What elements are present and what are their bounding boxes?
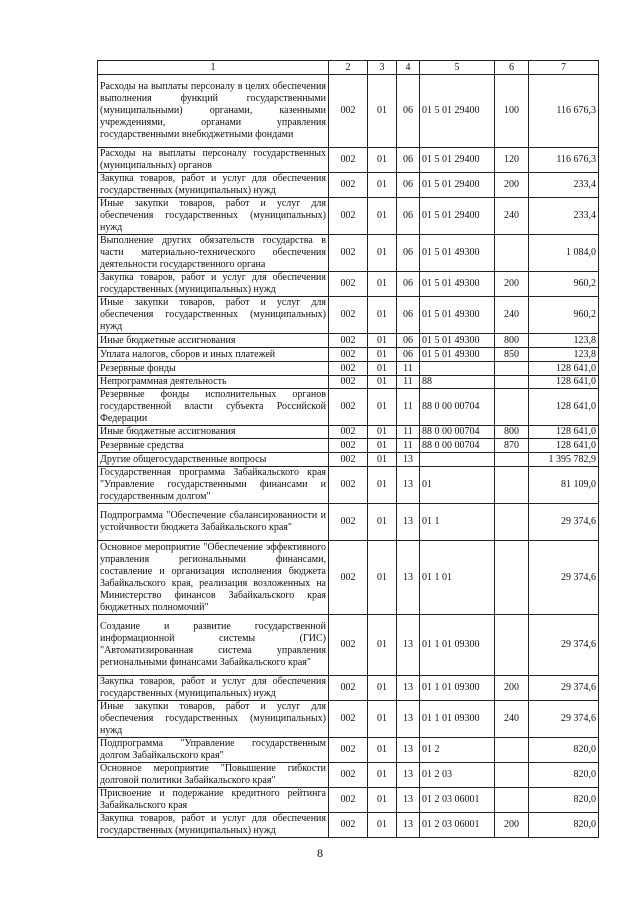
cell-grbs: 002 [329, 198, 368, 235]
cell-grbs: 002 [329, 362, 368, 376]
table-row [98, 701, 599, 738]
cell-name: Закупка товаров, работ и услуг для обеспечения государственных (муниципальных) нужд [98, 676, 329, 701]
cell-grbs: 002 [329, 173, 368, 198]
cell-grbs: 002 [329, 615, 368, 676]
cell-vr: 100 [495, 75, 529, 148]
cell-name: Присвоение и подержание кредитного рейтинга Забайкальского края [98, 788, 329, 813]
cell-name: Резервные фонды исполнительных органов государственной власти субъекта Российской Федерации [98, 389, 329, 426]
cell-sum: 1 395 782,9 [529, 453, 599, 467]
cell-pr: 13 [397, 813, 420, 838]
header-row [98, 61, 599, 75]
cell-pr: 13 [397, 763, 420, 788]
cell-csr: 01 5 01 29400 [420, 173, 495, 198]
cell-name: Закупка товаров, работ и услуг для обеспечения государственных (муниципальных) нужд [98, 173, 329, 198]
cell-csr: 01 2 03 06001 [420, 788, 495, 813]
cell-rz: 01 [368, 738, 397, 763]
table-row [98, 467, 599, 504]
cell-name: Основное мероприятие "Обеспечение эффективного управления региональными финансами, составление и организация исполнения бюджета Забайкальского края, реализация возложенных на Министерство финансов Забайкальского края бюджетных полномочий" [98, 541, 329, 615]
cell-pr: 11 [397, 389, 420, 426]
cell-vr [495, 615, 529, 676]
cell-grbs: 002 [329, 676, 368, 701]
cell-sum: 233,4 [529, 198, 599, 235]
cell-name: Расходы на выплаты персоналу государственных (муниципальных) органов [98, 148, 329, 173]
cell-sum: 820,0 [529, 763, 599, 788]
cell-grbs: 002 [329, 467, 368, 504]
cell-pr: 13 [397, 738, 420, 763]
cell-vr [495, 541, 529, 615]
cell-rz: 01 [368, 148, 397, 173]
table-row [98, 376, 599, 389]
table-row [98, 763, 599, 788]
cell-name: Подпрограмма "Управление государственным долгом Забайкальского края" [98, 738, 329, 763]
cell-pr: 06 [397, 173, 420, 198]
cell-sum: 128 641,0 [529, 376, 599, 389]
cell-rz: 01 [368, 389, 397, 426]
cell-name: Иные бюджетные ассигнования [98, 426, 329, 439]
table-row [98, 235, 599, 272]
cell-grbs: 002 [329, 148, 368, 173]
cell-csr: 88 0 00 00704 [420, 426, 495, 439]
table-row [98, 389, 599, 426]
cell-rz: 01 [368, 272, 397, 297]
table-row [98, 615, 599, 676]
cell-name: Подпрограмма "Обеспечение сбалансированности и устойчивости бюджета Забайкальского края" [98, 504, 329, 541]
cell-sum: 29 374,6 [529, 615, 599, 676]
cell-csr: 01 1 01 [420, 541, 495, 615]
cell-grbs: 002 [329, 439, 368, 453]
cell-name: Уплата налогов, сборов и иных платежей [98, 348, 329, 362]
cell-pr: 06 [397, 148, 420, 173]
cell-rz: 01 [368, 235, 397, 272]
cell-csr: 01 2 03 [420, 763, 495, 788]
cell-name: Расходы на выплаты персоналу в целях обеспечения выполнения функций государственными (муниципальными) органами, казенными учреждениями, органами управления государственными внебюджетными фондами [98, 75, 329, 148]
table-row [98, 75, 599, 148]
cell-sum: 123,8 [529, 334, 599, 348]
cell-vr [495, 738, 529, 763]
cell-csr: 01 5 01 29400 [420, 198, 495, 235]
cell-vr: 240 [495, 297, 529, 334]
cell-name: Иные закупки товаров, работ и услуг для обеспечения государственных (муниципальных) нужд [98, 701, 329, 738]
cell-rz: 01 [368, 75, 397, 148]
table-row [98, 504, 599, 541]
cell-name: Другие общегосударственные вопросы [98, 453, 329, 467]
cell-rz: 01 [368, 504, 397, 541]
cell-csr: 88 [420, 376, 495, 389]
cell-name: Иные бюджетные ассигнования [98, 334, 329, 348]
cell-sum: 128 641,0 [529, 439, 599, 453]
cell-grbs: 002 [329, 813, 368, 838]
header-cell: 3 [368, 61, 397, 75]
cell-vr: 850 [495, 348, 529, 362]
table-row [98, 439, 599, 453]
cell-pr: 13 [397, 467, 420, 504]
cell-vr [495, 504, 529, 541]
cell-name: Закупка товаров, работ и услуг для обеспечения государственных (муниципальных) нужд [98, 272, 329, 297]
page-number: 8 [317, 846, 323, 860]
cell-name: Резервные средства [98, 439, 329, 453]
cell-sum: 29 374,6 [529, 676, 599, 701]
cell-pr: 06 [397, 75, 420, 148]
cell-grbs: 002 [329, 763, 368, 788]
cell-sum: 1 084,0 [529, 235, 599, 272]
cell-rz: 01 [368, 426, 397, 439]
cell-pr: 13 [397, 453, 420, 467]
cell-pr: 13 [397, 615, 420, 676]
cell-rz: 01 [368, 788, 397, 813]
cell-pr: 13 [397, 701, 420, 738]
cell-pr: 11 [397, 439, 420, 453]
cell-name: Основное мероприятие "Повышение гибкости долговой политики Забайкальского края" [98, 763, 329, 788]
cell-name: Иные закупки товаров, работ и услуг для обеспечения государственных (муниципальных) нужд [98, 198, 329, 235]
header-cell: 5 [420, 61, 495, 75]
table-row [98, 738, 599, 763]
cell-grbs: 002 [329, 272, 368, 297]
cell-vr [495, 376, 529, 389]
cell-vr: 200 [495, 813, 529, 838]
cell-rz: 01 [368, 173, 397, 198]
cell-pr: 06 [397, 334, 420, 348]
cell-pr: 11 [397, 376, 420, 389]
cell-vr: 870 [495, 439, 529, 453]
table-row [98, 334, 599, 348]
cell-rz: 01 [368, 541, 397, 615]
cell-rz: 01 [368, 676, 397, 701]
cell-vr [495, 362, 529, 376]
cell-grbs: 002 [329, 541, 368, 615]
cell-name: Иные закупки товаров, работ и услуг для обеспечения государственных (муниципальных) нужд [98, 297, 329, 334]
cell-csr: 01 1 01 09300 [420, 676, 495, 701]
cell-pr: 06 [397, 198, 420, 235]
cell-grbs: 002 [329, 426, 368, 439]
cell-sum: 820,0 [529, 788, 599, 813]
cell-grbs: 002 [329, 297, 368, 334]
cell-pr: 06 [397, 297, 420, 334]
cell-rz: 01 [368, 376, 397, 389]
cell-grbs: 002 [329, 334, 368, 348]
header-cell: 7 [529, 61, 599, 75]
cell-rz: 01 [368, 813, 397, 838]
cell-grbs: 002 [329, 738, 368, 763]
cell-vr: 200 [495, 173, 529, 198]
cell-vr [495, 763, 529, 788]
cell-vr [495, 788, 529, 813]
table-row [98, 348, 599, 362]
cell-sum: 116 676,3 [529, 148, 599, 173]
cell-pr: 13 [397, 788, 420, 813]
cell-csr: 01 5 01 29400 [420, 75, 495, 148]
cell-pr: 06 [397, 272, 420, 297]
budget-table [97, 60, 599, 838]
cell-csr: 01 5 01 49300 [420, 297, 495, 334]
table-row [98, 541, 599, 615]
cell-pr: 13 [397, 541, 420, 615]
cell-name: Создание и развитие государственной информационной системы (ГИС) "Автоматизированная система управления региональными финансами Забайкальского края" [98, 615, 329, 676]
cell-name: Выполнение других обязательств государства в части материально-технического обеспечения деятельности государственного органа [98, 235, 329, 272]
cell-rz: 01 [368, 467, 397, 504]
cell-sum: 128 641,0 [529, 362, 599, 376]
cell-rz: 01 [368, 453, 397, 467]
cell-sum: 960,2 [529, 272, 599, 297]
cell-pr: 11 [397, 362, 420, 376]
cell-grbs: 002 [329, 75, 368, 148]
cell-sum: 29 374,6 [529, 504, 599, 541]
cell-vr: 120 [495, 148, 529, 173]
cell-pr: 06 [397, 235, 420, 272]
cell-pr: 06 [397, 348, 420, 362]
cell-csr: 01 5 01 49300 [420, 235, 495, 272]
header-cell: 6 [495, 61, 529, 75]
cell-vr: 240 [495, 701, 529, 738]
cell-vr: 800 [495, 334, 529, 348]
cell-vr [495, 389, 529, 426]
cell-vr: 240 [495, 198, 529, 235]
table-header [98, 61, 599, 75]
cell-rz: 01 [368, 362, 397, 376]
cell-rz: 01 [368, 334, 397, 348]
cell-sum: 123,8 [529, 348, 599, 362]
cell-csr: 01 1 01 09300 [420, 701, 495, 738]
cell-vr: 200 [495, 272, 529, 297]
header-cell: 2 [329, 61, 368, 75]
cell-name: Резервные фонды [98, 362, 329, 376]
cell-grbs: 002 [329, 235, 368, 272]
table-row [98, 198, 599, 235]
cell-csr: 01 [420, 467, 495, 504]
table-row [98, 788, 599, 813]
table-row [98, 813, 599, 838]
cell-rz: 01 [368, 763, 397, 788]
cell-csr [420, 362, 495, 376]
cell-pr: 13 [397, 504, 420, 541]
cell-csr: 01 2 03 06001 [420, 813, 495, 838]
cell-rz: 01 [368, 615, 397, 676]
header-cell: 1 [98, 61, 329, 75]
cell-sum: 128 641,0 [529, 389, 599, 426]
table-row [98, 148, 599, 173]
header-cell: 4 [397, 61, 420, 75]
cell-csr [420, 453, 495, 467]
table-row [98, 426, 599, 439]
cell-grbs: 002 [329, 453, 368, 467]
cell-vr: 200 [495, 676, 529, 701]
cell-rz: 01 [368, 439, 397, 453]
table-row [98, 362, 599, 376]
cell-grbs: 002 [329, 701, 368, 738]
cell-grbs: 002 [329, 788, 368, 813]
cell-grbs: 002 [329, 504, 368, 541]
cell-csr: 88 0 00 00704 [420, 389, 495, 426]
cell-csr: 01 1 01 09300 [420, 615, 495, 676]
cell-sum: 29 374,6 [529, 701, 599, 738]
cell-csr: 01 2 [420, 738, 495, 763]
table-row [98, 676, 599, 701]
cell-vr [495, 453, 529, 467]
cell-pr: 13 [397, 676, 420, 701]
cell-csr: 88 0 00 00704 [420, 439, 495, 453]
cell-sum: 820,0 [529, 813, 599, 838]
cell-vr [495, 235, 529, 272]
cell-sum: 128 641,0 [529, 426, 599, 439]
cell-grbs: 002 [329, 389, 368, 426]
cell-pr: 11 [397, 426, 420, 439]
cell-name: Закупка товаров, работ и услуг для обеспечения государственных (муниципальных) нужд [98, 813, 329, 838]
cell-sum: 29 374,6 [529, 541, 599, 615]
cell-name: Государственная программа Забайкальского края "Управление государственными финансами и государственным долгом" [98, 467, 329, 504]
cell-sum: 960,2 [529, 297, 599, 334]
cell-vr: 800 [495, 426, 529, 439]
cell-rz: 01 [368, 701, 397, 738]
cell-name: Непрограммная деятельность [98, 376, 329, 389]
cell-sum: 820,0 [529, 738, 599, 763]
cell-sum: 116 676,3 [529, 75, 599, 148]
cell-csr: 01 5 01 29400 [420, 148, 495, 173]
cell-rz: 01 [368, 198, 397, 235]
cell-vr [495, 467, 529, 504]
cell-csr: 01 5 01 49300 [420, 334, 495, 348]
table-row [98, 453, 599, 467]
table-row [98, 173, 599, 198]
cell-csr: 01 5 01 49300 [420, 272, 495, 297]
cell-csr: 01 5 01 49300 [420, 348, 495, 362]
cell-sum: 81 109,0 [529, 467, 599, 504]
cell-rz: 01 [368, 348, 397, 362]
table-row [98, 272, 599, 297]
cell-rz: 01 [368, 297, 397, 334]
cell-grbs: 002 [329, 348, 368, 362]
table-body [98, 75, 599, 838]
cell-grbs: 002 [329, 376, 368, 389]
cell-csr: 01 1 [420, 504, 495, 541]
table-row [98, 297, 599, 334]
cell-sum: 233,4 [529, 173, 599, 198]
